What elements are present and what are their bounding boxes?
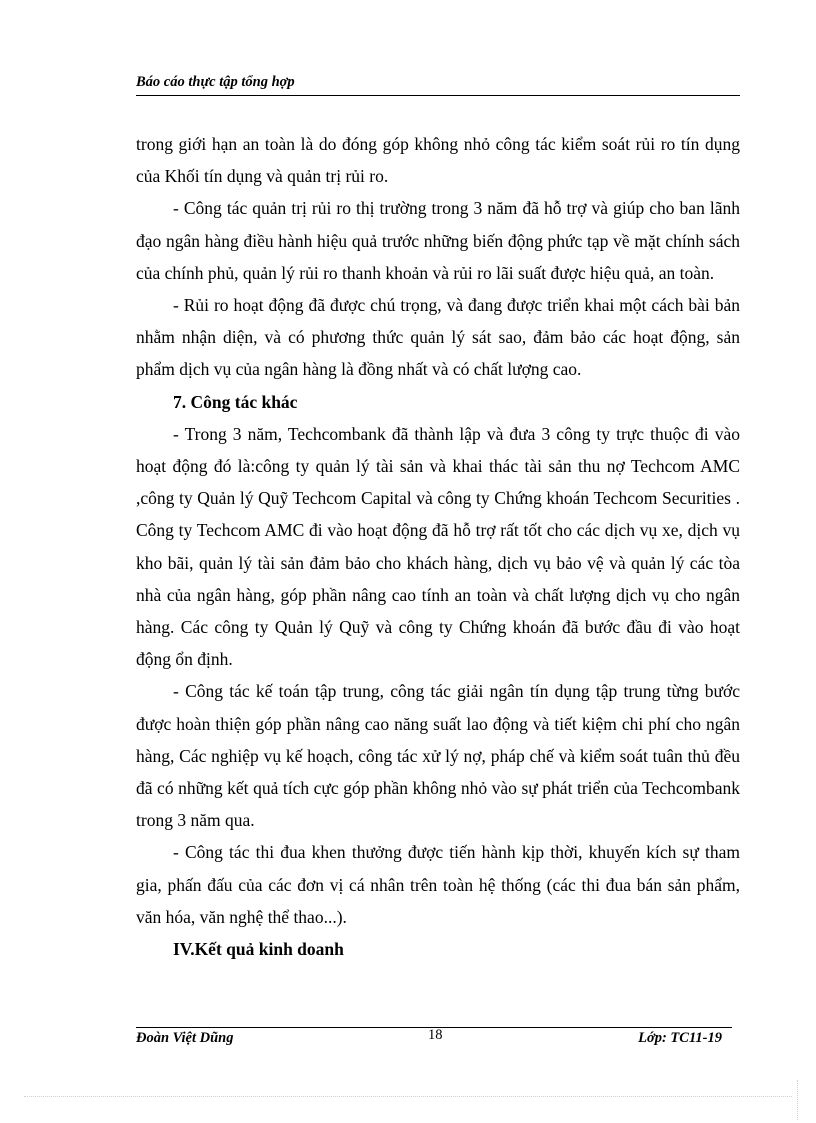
footer-author: Đoàn Việt Dũng — [136, 1030, 234, 1046]
header-title: Báo cáo thực tập tổng hợp — [136, 74, 295, 90]
page-edge-right — [797, 1080, 798, 1120]
section-heading-other-work: 7. Công tác khác — [173, 391, 298, 412]
footer-class: Lớp: TC11-19 — [638, 1030, 722, 1046]
page-number: 18 — [428, 1027, 443, 1043]
page-edge-bottom — [24, 1096, 792, 1097]
paragraph-emulation: - Công tác thi đua khen thưởng được tiến hành kịp thời, khuyến kích sự tham gia, phấn đấu của các đơn vị cá nhân trên toàn hệ thống (các thi đua bán sản phẩm, văn hóa, văn nghệ thể thao...). — [136, 842, 740, 927]
paragraph-accounting: - Công tác kế toán tập trung, công tác giải ngân tín dụng tập trung từng bước được hoàn thiện góp phần nâng cao năng suất lao động và tiết kiệm chi phí cho ngân hàng, Các nghiệp vụ kế hoạch, công tác xử lý nợ, pháp chế và kiểm soát tuân thủ đều đã có những kết quả tích cực góp phần không nhỏ vào sự phát triển của Techcombank trong 3 năm qua. — [136, 681, 740, 831]
paragraph-subsidiaries: - Trong 3 năm, Techcombank đã thành lập và đưa 3 công ty trực thuộc đi vào hoạt động đó là:công ty quản lý tài sản và khai thác tài sản thu nợ Techcom AMC ,công ty Quản lý Quỹ Techcom Capital và công ty Chứng khoán Techcom Securities . Công ty Techcom AMC đi vào hoạt động đã hỗ trợ rất tốt cho các dịch vụ xe, dịch vụ kho bãi, quản lý tài sản đảm bảo cho khách hàng, dịch vụ bảo vệ và quản lý các tòa nhà của ngân hàng, góp phần nâng cao tính an toàn và chất lượng dịch vụ cho ngân hàng. Các công ty Quản lý Quỹ và công ty Chứng khoán đã bước đầu đi vào hoạt động ổn định. — [136, 423, 740, 670]
paragraph-market-risk: - Công tác quản trị rủi ro thị trường trong 3 năm đã hỗ trợ và giúp cho ban lãnh đạo ngân hàng điều hành hiệu quả trước những biến động phức tạp về mặt chính sách của chính phủ, quản lý rủi ro thanh khoản và rủi ro lãi suất được hiệu quả, an toàn. — [136, 198, 740, 283]
page-header — [136, 74, 740, 96]
document-body — [136, 128, 740, 965]
paragraph-continuation: trong giới hạn an toàn là do đóng góp không nhỏ công tác kiểm soát rủi ro tín dụng của Khối tín dụng và quản trị rủi ro. — [136, 134, 740, 187]
paragraph-operational-risk: - Rủi ro hoạt động đã được chú trọng, và đang được triển khai một cách bài bản nhằm nhận diện, và có phương thức quản lý sát sao, đảm bảo các hoạt động, sản phẩm dịch vụ của ngân hàng là đồng nhất và có chất lượng cao. — [136, 295, 740, 380]
section-heading-business-results: IV.Kết quả kinh doanh — [173, 939, 344, 960]
